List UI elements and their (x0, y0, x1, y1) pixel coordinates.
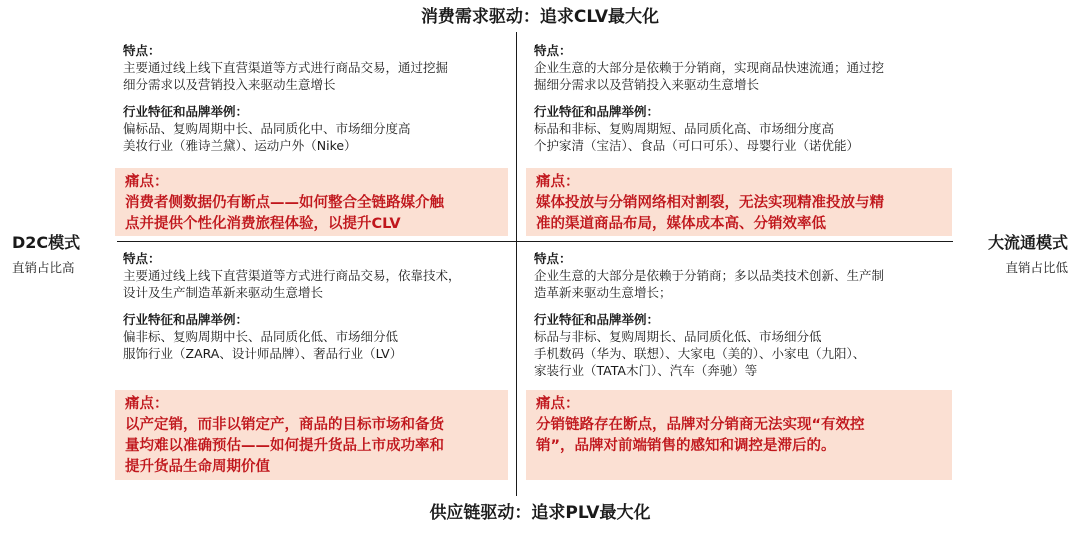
top-axis-title: 消费需求驱动：追求CLV最大化 (420, 7, 660, 27)
pain-point-box-top-right (526, 168, 952, 236)
features-line: 细分需求以及营销投入来驱动生意增长 (123, 77, 336, 92)
features-title: 特点： (534, 251, 572, 266)
features-line: 主要通过线上线下直营渠道等方式进行商品交易，依靠技术， (123, 268, 461, 283)
industry-line: 手机数码（华为、联想）、大家电（美的）、小家电（九阳）、 (534, 346, 866, 361)
quadrant-top-left (123, 42, 508, 154)
industry-line: 标品和非标、复购周期短、品同质化高、市场细分度高 (534, 121, 835, 136)
pain-line: 点并提供个性化消费旅程体验，以提升CLV (125, 216, 401, 232)
industry-line: 服饰行业（ZARA、设计师品牌）、奢品行业（LV） (123, 346, 403, 361)
pain-line: 媒体投放与分销网络相对割裂，无法实现精准投放与精 (536, 195, 884, 211)
industry-title: 行业特征和品牌举例： (123, 104, 249, 119)
features-line: 主要通过线上线下直营渠道等方式进行商品交易，通过挖掘 (123, 60, 449, 75)
pain-line: 提升货品生命周期价值 (125, 459, 270, 475)
industry-title: 行业特征和品牌举例： (123, 312, 249, 327)
left-axis-label (12, 232, 112, 277)
quadrant-bottom-right (534, 250, 944, 379)
pain-title: 痛点： (125, 174, 169, 190)
horizontal-axis-line (117, 241, 953, 242)
left-axis-subtitle: 直销占比高 (12, 260, 75, 275)
industry-line: 标品与非标、复购周期长、品同质化低、市场细分低 (534, 329, 822, 344)
pain-line: 分销链路存在断点，品牌对分销商无法实现“有效控 (536, 417, 865, 433)
features-line: 设计及生产制造革新来驱动生意增长 (123, 285, 324, 300)
quadrant-bottom-left (123, 250, 508, 362)
features-line: 掘细分需求以及营销投入来驱动生意增长 (534, 77, 760, 92)
pain-point-box-bottom-right (526, 390, 952, 480)
pain-title: 痛点： (125, 396, 169, 412)
bottom-axis-title: 供应链驱动：追求PLV最大化 (429, 503, 651, 523)
left-axis-title: D2C模式 (12, 233, 81, 252)
features-line: 造革新来驱动生意增长； (534, 285, 672, 300)
pain-point-box-bottom-left (115, 390, 508, 480)
industry-line: 个护家清（宝洁）、食品（可口可乐）、母婴行业（诺优能） (534, 138, 860, 153)
pain-line: 消费者侧数据仍有断点——如何整合全链路媒介触 (125, 195, 444, 211)
right-axis-title: 大流通模式 (987, 233, 1068, 252)
quadrant-top-right (534, 42, 944, 154)
industry-title: 行业特征和品牌举例： (534, 312, 660, 327)
pain-line: 以产定销，而非以销定产，商品的目标市场和备货 (125, 417, 444, 433)
features-line: 企业生意的大部分是依赖于分销商；多以品类技术创新、生产制 (534, 268, 885, 283)
features-title: 特点： (123, 43, 161, 58)
right-axis-subtitle: 直销占比低 (1005, 260, 1068, 275)
vertical-axis-line (516, 32, 517, 496)
pain-title: 痛点： (536, 174, 580, 190)
pain-point-box-top-left (115, 168, 508, 236)
features-title: 特点： (123, 251, 161, 266)
features-title: 特点： (534, 43, 572, 58)
industry-line: 家装行业（TATA木门）、汽车（奔驰）等 (534, 363, 758, 378)
pain-line: 销”，品牌对前端销售的感知和调控是滞后的。 (536, 438, 836, 454)
pain-title: 痛点： (536, 396, 580, 412)
industry-line: 偏标品、复购周期中长、品同质化中、市场细分度高 (123, 121, 411, 136)
industry-line: 偏非标、复购周期中长、品同质化低、市场细分低 (123, 329, 399, 344)
industry-line: 美妆行业（雅诗兰黛）、运动户外（Nike） (123, 138, 357, 153)
pain-line: 量均难以准确预估——如何提升货品上市成功率和 (125, 438, 444, 454)
features-line: 企业生意的大部分是依赖于分销商，实现商品快速流通；通过挖 (534, 60, 885, 75)
industry-title: 行业特征和品牌举例： (534, 104, 660, 119)
pain-line: 准的渠道商品布局，媒体成本高、分销效率低 (536, 216, 826, 232)
right-axis-label (948, 232, 1068, 277)
